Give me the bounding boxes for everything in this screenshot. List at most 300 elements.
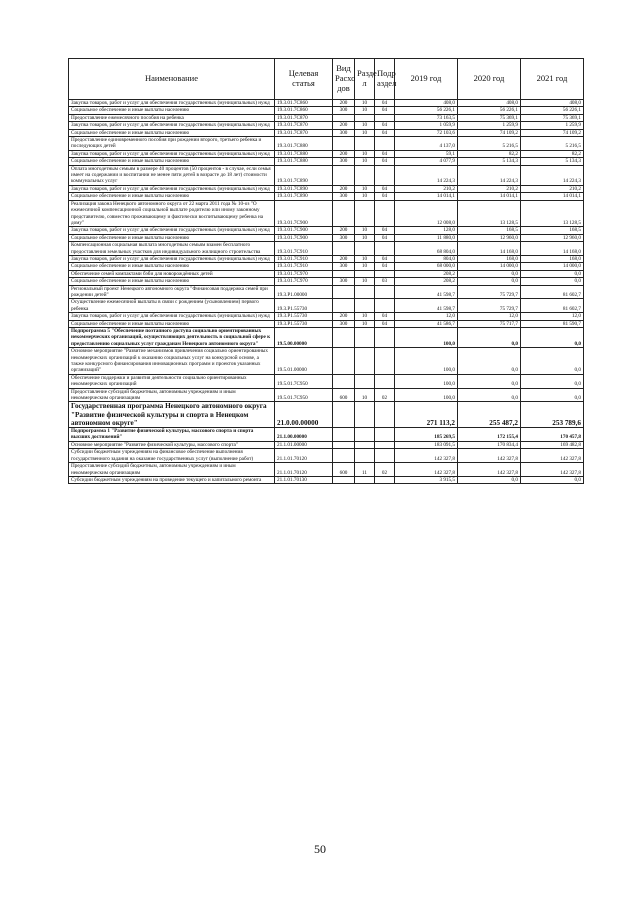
cell-article: 19.3.01.7С900	[275, 227, 333, 234]
cell-subsection: 04	[375, 255, 395, 262]
cell-2019: 100,0	[395, 388, 458, 402]
cell-name: Социальное обеспечение и иные выплаты населению	[69, 129, 275, 136]
cell-section	[355, 114, 375, 121]
table-row	[69, 107, 584, 114]
cell-2020: 0,0	[458, 388, 521, 402]
cell-section: 10	[355, 227, 375, 234]
cell-section: 10	[355, 122, 375, 129]
cell-section	[355, 285, 375, 299]
cell-section	[355, 242, 375, 256]
cell-type	[333, 165, 355, 185]
table-row	[69, 328, 584, 348]
cell-2020: 168,5	[458, 227, 521, 234]
table-row	[69, 114, 584, 121]
cell-subsection	[375, 328, 395, 348]
cell-name: Реализация закона Ненецкого автономного округа от 22 марта 2011 года № 10-оз "О ежемесячной компенсационной социальной выплате родителю или иному законному представителю, совместно проживающему и фактически воспитывающему ребенка на дому"	[69, 200, 275, 227]
table-row	[69, 242, 584, 256]
table-row	[69, 388, 584, 402]
cell-2021: 14 224,3	[521, 165, 584, 185]
cell-type: 300	[333, 234, 355, 241]
cell-2019: 68 000,0	[395, 263, 458, 270]
cell-type: 300	[333, 193, 355, 200]
cell-section	[355, 374, 375, 388]
header-section: Разде л	[355, 59, 375, 100]
cell-2019: 68 804,0	[395, 242, 458, 256]
cell-article: 19.3.01.7С970	[275, 278, 333, 285]
cell-type	[333, 348, 355, 375]
cell-type	[333, 270, 355, 277]
cell-2021: 5 216,5	[521, 137, 584, 151]
table-row	[69, 185, 584, 192]
cell-subsection	[375, 114, 395, 121]
cell-2019: 11 880,0	[395, 234, 458, 241]
cell-subsection: 04	[375, 150, 395, 157]
cell-article: 19.3.01.7С870	[275, 122, 333, 129]
cell-subsection: 04	[375, 185, 395, 192]
cell-name: Закупка товаров, работ и услуг для обеспечения государственных (муниципальных) нужд	[69, 150, 275, 157]
cell-name: Социальное обеспечение и иные выплаты населению	[69, 263, 275, 270]
cell-subsection	[375, 200, 395, 227]
cell-section	[355, 200, 375, 227]
cell-type: 300	[333, 107, 355, 114]
header-2019: 2019 год	[395, 59, 458, 100]
cell-type: 300	[333, 263, 355, 270]
cell-article: 21.1.01.70120	[275, 449, 333, 463]
cell-type	[333, 242, 355, 256]
table-row	[69, 227, 584, 234]
cell-article: 19.5.01.7С950	[275, 374, 333, 388]
cell-2019: 41 586,7	[395, 320, 458, 327]
cell-section	[355, 348, 375, 375]
cell-2021: 408,0	[521, 100, 584, 107]
cell-name: Социальное обеспечение и иные выплаты населению	[69, 107, 275, 114]
cell-name: Компенсационная социальная выплата многодетным семьям взамен бесплатного предоставления земельных участков для индивидуального жилищного строительства	[69, 242, 275, 256]
cell-type	[333, 328, 355, 348]
cell-section: 10	[355, 150, 375, 157]
cell-section: 10	[355, 320, 375, 327]
cell-section: 10	[355, 107, 375, 114]
cell-type: 300	[333, 320, 355, 327]
cell-type	[333, 449, 355, 463]
cell-type: 200	[333, 185, 355, 192]
cell-2021: 56 226,1	[521, 107, 584, 114]
cell-section	[355, 328, 375, 348]
cell-name: Субсидии бюджетным учреждениям на проведение текущего и капитального ремонта	[69, 476, 275, 483]
table-row	[69, 263, 584, 270]
cell-2021: 0,0	[521, 388, 584, 402]
cell-name: Социальное обеспечение и иные выплаты населению	[69, 320, 275, 327]
cell-2021: 168,5	[521, 227, 584, 234]
cell-article: 19.5.01.00000	[275, 348, 333, 375]
cell-type: 200	[333, 122, 355, 129]
cell-2020: 12 960,0	[458, 234, 521, 241]
cell-section: 11	[355, 463, 375, 477]
cell-section: 10	[355, 193, 375, 200]
cell-subsection	[375, 270, 395, 277]
cell-2020: 75 369,1	[458, 114, 521, 121]
cell-2021: 81 590,7	[521, 320, 584, 327]
cell-2021: 0,0	[521, 348, 584, 375]
table-row	[69, 165, 584, 185]
cell-2020: 0,0	[458, 348, 521, 375]
cell-2019: 142 327,8	[395, 463, 458, 477]
cell-subsection	[375, 299, 395, 313]
cell-2019: 128,0	[395, 227, 458, 234]
cell-2021: 170 457,8	[521, 428, 584, 442]
cell-2021: 253 789,6	[521, 402, 584, 428]
table-row	[69, 158, 584, 165]
cell-type	[333, 299, 355, 313]
cell-subsection: 04	[375, 227, 395, 234]
table-row	[69, 348, 584, 375]
table-row	[69, 234, 584, 241]
cell-name: Предоставление единовременного пособия при рождении второго, третьего ребенка и последующих детей	[69, 137, 275, 151]
table-row	[69, 320, 584, 327]
cell-2021: 82,2	[521, 150, 584, 157]
cell-2020: 82,2	[458, 150, 521, 157]
cell-subsection: 04	[375, 193, 395, 200]
header-2020: 2020 год	[458, 59, 521, 100]
cell-section	[355, 449, 375, 463]
cell-article: 19.5.01.7С950	[275, 388, 333, 402]
cell-name: Закупка товаров, работ и услуг для обеспечения государственных (муниципальных) нужд	[69, 185, 275, 192]
cell-article: 19.3.Р1.00000	[275, 285, 333, 299]
cell-2019: 100,0	[395, 348, 458, 375]
table-row	[69, 137, 584, 151]
cell-article: 19.3.01.7С880	[275, 158, 333, 165]
cell-subsection: 04	[375, 129, 395, 136]
cell-2019: 210,2	[395, 185, 458, 192]
cell-name: Социальное обеспечение и иные выплаты населению	[69, 278, 275, 285]
table-header-row	[69, 59, 584, 100]
cell-subsection	[375, 374, 395, 388]
cell-section	[355, 476, 375, 483]
cell-name: Субсидии бюджетным учреждениям на финансовое обеспечение выполнения государственного задания на оказание государственных услуг (выполнение работ)	[69, 449, 275, 463]
cell-subsection	[375, 402, 395, 428]
cell-section	[355, 270, 375, 277]
cell-2021: 169 482,8	[521, 441, 584, 448]
cell-name: Подпрограмма 5 "Обеспечение поэтапного доступа социально ориентированных некоммерческих организаций, осуществляющих деятельность в социальной сфере к предоставлению социальных услуг гражданам Ненецкого автономного округа"	[69, 328, 275, 348]
cell-2021: 14 000,0	[521, 263, 584, 270]
cell-section: 10	[355, 185, 375, 192]
cell-type	[333, 441, 355, 448]
cell-2020: 0,0	[458, 476, 521, 483]
cell-2020: 168,0	[458, 255, 521, 262]
cell-2019: 72 103,6	[395, 129, 458, 136]
cell-2019: 208,2	[395, 270, 458, 277]
cell-name: Закупка товаров, работ и услуг для обеспечения государственных (муниципальных) нужд	[69, 255, 275, 262]
table-row	[69, 100, 584, 107]
cell-article: 21.1.01.70130	[275, 476, 333, 483]
cell-2020: 75 729,7	[458, 285, 521, 299]
cell-2020: 142 327,8	[458, 449, 521, 463]
cell-type: 200	[333, 150, 355, 157]
cell-article: 19.3.01.7С880	[275, 137, 333, 151]
cell-article: 19.5.00.00000	[275, 328, 333, 348]
cell-subsection: 04	[375, 122, 395, 129]
cell-2020: 75 729,7	[458, 299, 521, 313]
page-number: 50	[314, 842, 326, 856]
cell-article: 21.0.00.00000	[275, 402, 333, 428]
cell-article: 19.3.01.7С900	[275, 234, 333, 241]
cell-2021: 74 109,2	[521, 129, 584, 136]
cell-section: 10	[355, 263, 375, 270]
header-article: Целевая статья	[275, 59, 333, 100]
cell-2020: 142 327,8	[458, 463, 521, 477]
cell-2020: 5 216,5	[458, 137, 521, 151]
cell-name: Социальное обеспечение и иные выплаты населению	[69, 193, 275, 200]
header-name: Наименование	[69, 59, 275, 100]
cell-section: 10	[355, 278, 375, 285]
cell-subsection: 04	[375, 263, 395, 270]
cell-subsection	[375, 428, 395, 442]
table-row	[69, 285, 584, 299]
cell-name: Оплата многодетным семьям в размере 40 процентов (50 процентов - в случае, если семья имеет на содержании и воспитании не менее пяти детей в возрасте до 18 лет) стоимости коммунальных услуг	[69, 165, 275, 185]
cell-type: 600	[333, 388, 355, 402]
cell-section: 10	[355, 313, 375, 320]
cell-name: Подпрограмма 1 "Развитие физической культуры, массового спорта и спорта высших достижений"	[69, 428, 275, 442]
table-row	[69, 463, 584, 477]
cell-2020: 12,0	[458, 313, 521, 320]
cell-article: 19.3.01.7С870	[275, 129, 333, 136]
cell-2019: 142 327,8	[395, 449, 458, 463]
cell-subsection	[375, 449, 395, 463]
cell-2019: 41 598,7	[395, 285, 458, 299]
cell-name: Государственная программа Ненецкого автономного округа "Развитие физической культуры и спорта в Ненецком автономном округе"	[69, 402, 275, 428]
cell-2019: 408,0	[395, 100, 458, 107]
cell-subsection: 04	[375, 234, 395, 241]
cell-type	[333, 374, 355, 388]
cell-2019: 41 598,7	[395, 299, 458, 313]
cell-subsection: 02	[375, 463, 395, 477]
cell-2021: 168,0	[521, 255, 584, 262]
cell-2021: 13 128,5	[521, 200, 584, 227]
cell-subsection	[375, 242, 395, 256]
cell-subsection: 03	[375, 278, 395, 285]
cell-subsection: 02	[375, 388, 395, 402]
cell-2021: 14 014,1	[521, 193, 584, 200]
cell-name: Предоставление субсидий бюджетным, автономным учреждениям и иным некоммерческим организациям	[69, 388, 275, 402]
cell-2019: 208,2	[395, 278, 458, 285]
cell-name: Обеспечение семей компактами бэби для новорождённых детей	[69, 270, 275, 277]
cell-subsection	[375, 441, 395, 448]
table-row	[69, 449, 584, 463]
table-row	[69, 122, 584, 129]
table-row	[69, 299, 584, 313]
cell-2020: 0,0	[458, 374, 521, 388]
cell-2021: 75 369,1	[521, 114, 584, 121]
cell-section	[355, 428, 375, 442]
cell-2021: 0,0	[521, 476, 584, 483]
table-row	[69, 129, 584, 136]
cell-2019: 185 269,5	[395, 428, 458, 442]
cell-name: Региональный проект Ненецкого автономного округа "Финансовая поддержка семей при рождении детей"	[69, 285, 275, 299]
cell-section: 10	[355, 129, 375, 136]
cell-2020: 1 259,9	[458, 122, 521, 129]
cell-subsection: 04	[375, 100, 395, 107]
cell-article: 19.3.Р1.55730	[275, 320, 333, 327]
cell-section	[355, 137, 375, 151]
cell-2020: 0,0	[458, 328, 521, 348]
cell-2020: 14 168,0	[458, 242, 521, 256]
cell-article: 19.3.01.7С860	[275, 107, 333, 114]
cell-section	[355, 441, 375, 448]
cell-article: 19.3.Р1.55730	[275, 313, 333, 320]
cell-2020: 5 134,3	[458, 158, 521, 165]
cell-2020: 74 109,2	[458, 129, 521, 136]
cell-section: 10	[355, 234, 375, 241]
cell-name: Основное мероприятие "Развитие физической культуры, массового спорта"	[69, 441, 275, 448]
budget-table	[68, 58, 584, 484]
cell-name: Осуществление ежемесячной выплаты в связи с рождением (усыновлением) первого ребенка	[69, 299, 275, 313]
cell-2020: 170 834,4	[458, 441, 521, 448]
cell-2020: 14 224,3	[458, 165, 521, 185]
cell-2021: 0,0	[521, 270, 584, 277]
cell-article: 19.3.01.7С880	[275, 150, 333, 157]
cell-subsection: 04	[375, 158, 395, 165]
cell-2019: 73 163,5	[395, 114, 458, 121]
cell-name: Закупка товаров, работ и услуг для обеспечения государственных (муниципальных) нужд	[69, 227, 275, 234]
cell-2021: 142 327,8	[521, 449, 584, 463]
table-row	[69, 402, 584, 428]
cell-name: Закупка товаров, работ и услуг для обеспечения государственных (муниципальных) нужд	[69, 313, 275, 320]
table-row	[69, 374, 584, 388]
cell-type: 200	[333, 255, 355, 262]
cell-2019: 804,0	[395, 255, 458, 262]
cell-section: 10	[355, 255, 375, 262]
table-row	[69, 255, 584, 262]
cell-article: 19.3.Р1.55730	[275, 299, 333, 313]
table-row	[69, 278, 584, 285]
cell-2020: 56 226,1	[458, 107, 521, 114]
header-2021: 2021 год	[521, 59, 584, 100]
cell-section	[355, 402, 375, 428]
cell-type: 300	[333, 158, 355, 165]
cell-subsection: 04	[375, 313, 395, 320]
table-row	[69, 441, 584, 448]
cell-2019: 12,0	[395, 313, 458, 320]
cell-article: 19.3.01.7С910	[275, 263, 333, 270]
cell-article: 21.1.01.00000	[275, 441, 333, 448]
table-row	[69, 313, 584, 320]
cell-name: Социальное обеспечение и иные выплаты населению	[69, 234, 275, 241]
cell-2019: 56 226,1	[395, 107, 458, 114]
cell-2019: 4 137,0	[395, 137, 458, 151]
cell-subsection	[375, 476, 395, 483]
cell-article: 19.3.01.7С870	[275, 114, 333, 121]
cell-2019: 59,1	[395, 150, 458, 157]
cell-section: 10	[355, 388, 375, 402]
cell-2020: 13 128,5	[458, 200, 521, 227]
table-row	[69, 193, 584, 200]
cell-section: 10	[355, 158, 375, 165]
cell-2021: 1 259,9	[521, 122, 584, 129]
cell-type	[333, 428, 355, 442]
cell-subsection: 04	[375, 320, 395, 327]
cell-2021: 0,0	[521, 328, 584, 348]
cell-type: 300	[333, 129, 355, 136]
table-row	[69, 150, 584, 157]
table-row	[69, 270, 584, 277]
cell-2021: 0,0	[521, 278, 584, 285]
cell-name: Закупка товаров, работ и услуг для обеспечения государственных (муниципальных) нужд	[69, 100, 275, 107]
cell-2019: 12 008,0	[395, 200, 458, 227]
cell-name: Предоставление субсидий бюджетным, автономным учреждениям и иным некоммерческим организациям	[69, 463, 275, 477]
cell-2019: 183 091,5	[395, 441, 458, 448]
cell-subsection	[375, 285, 395, 299]
cell-name: Предоставление ежемесячного пособия на ребенка	[69, 114, 275, 121]
cell-type	[333, 285, 355, 299]
cell-2021: 210,2	[521, 185, 584, 192]
cell-2020: 210,2	[458, 185, 521, 192]
cell-article: 21.1.00.00000	[275, 428, 333, 442]
cell-subsection	[375, 348, 395, 375]
cell-article: 21.1.01.70120	[275, 463, 333, 477]
cell-subsection: 04	[375, 107, 395, 114]
cell-type: 600	[333, 463, 355, 477]
cell-2021: 142 327,8	[521, 463, 584, 477]
cell-2019: 14 224,3	[395, 165, 458, 185]
cell-2021: 12,0	[521, 313, 584, 320]
cell-2019: 14 014,1	[395, 193, 458, 200]
cell-2020: 14 000,0	[458, 263, 521, 270]
cell-type: 200	[333, 100, 355, 107]
cell-2020: 408,0	[458, 100, 521, 107]
cell-section	[355, 165, 375, 185]
cell-2021: 14 168,0	[521, 242, 584, 256]
cell-2019: 100,0	[395, 328, 458, 348]
cell-name: Обеспечение поддержки и развития деятельности социально ориентированных некоммерческих организаций	[69, 374, 275, 388]
cell-2021: 81 602,7	[521, 285, 584, 299]
cell-2020: 0,0	[458, 278, 521, 285]
cell-2020: 255 487,2	[458, 402, 521, 428]
table-row	[69, 476, 584, 483]
cell-subsection	[375, 165, 395, 185]
cell-2021: 81 602,7	[521, 299, 584, 313]
cell-article: 19.3.01.7С910	[275, 255, 333, 262]
cell-name: Закупка товаров, работ и услуг для обеспечения государственных (муниципальных) нужд	[69, 122, 275, 129]
cell-2020: 75 717,7	[458, 320, 521, 327]
cell-section	[355, 299, 375, 313]
cell-article: 19.3.01.7С890	[275, 185, 333, 192]
cell-2020: 172 155,4	[458, 428, 521, 442]
cell-type	[333, 476, 355, 483]
cell-2021: 5 134,3	[521, 158, 584, 165]
cell-name: Основное мероприятие "Развитие механизмов привлечения социально ориентированных некоммерческих организаций к оказанию социальных услуг на конкурсной основе, а также конкурсного финансирования инновационных программ и проектов указанных организаций"	[69, 348, 275, 375]
cell-article: 19.3.01.7С890	[275, 193, 333, 200]
cell-section: 10	[355, 100, 375, 107]
table-row	[69, 428, 584, 442]
cell-type	[333, 137, 355, 151]
cell-type	[333, 114, 355, 121]
cell-name: Социальное обеспечение и иные выплаты населению	[69, 158, 275, 165]
cell-2019: 4 077,9	[395, 158, 458, 165]
cell-type	[333, 402, 355, 428]
cell-type: 200	[333, 313, 355, 320]
cell-2019: 3 915,5	[395, 476, 458, 483]
header-subsection: Подр аздел	[375, 59, 395, 100]
cell-article: 19.3.01.7С860	[275, 100, 333, 107]
cell-type: 300	[333, 278, 355, 285]
cell-article: 19.3.01.7С900	[275, 200, 333, 227]
cell-2020: 0,0	[458, 270, 521, 277]
cell-2021: 0,0	[521, 374, 584, 388]
table-row	[69, 200, 584, 227]
cell-2019: 1 059,9	[395, 122, 458, 129]
header-type: Вид Расхо дов	[333, 59, 355, 100]
cell-2019: 100,0	[395, 374, 458, 388]
cell-type: 200	[333, 227, 355, 234]
